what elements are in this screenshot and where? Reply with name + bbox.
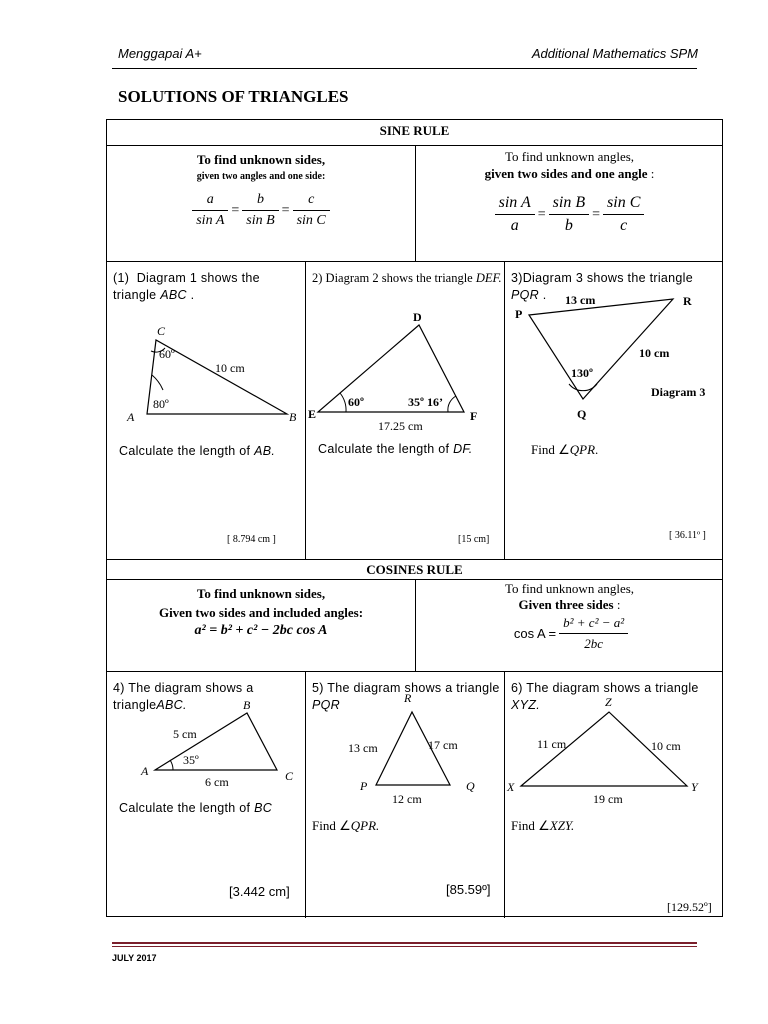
q2-answer: [15 cm]: [458, 534, 490, 545]
diagram-4: [107, 672, 305, 802]
q2-statement: Diagram 2 shows the triangle: [325, 271, 473, 285]
q1-side-AC: 10 cm: [215, 361, 245, 375]
footer-date: JULY 2017: [112, 953, 157, 963]
q1-label-A: A: [127, 410, 135, 424]
sa-den-c: c: [620, 217, 628, 234]
q3-label-R: R: [683, 294, 692, 308]
cos-sides-formula: a² = b² + c² − 2bc cos A: [194, 623, 328, 638]
q1-statement: Diagram 1 shows the triangle: [113, 271, 260, 302]
q3-answer: [ 36.11º ]: [669, 530, 706, 541]
q2-variable: DEF.: [475, 271, 502, 285]
q1-label-C: C: [157, 324, 166, 338]
q3-label-Q: Q: [577, 407, 587, 421]
cosine-rule-heading-row: [107, 560, 722, 580]
q3-side-PR: 13 cm: [565, 293, 596, 307]
sf-num-a: a: [192, 192, 228, 211]
q1-label-B: B: [289, 410, 297, 424]
q4-label-B: B: [243, 698, 251, 712]
sine-rule-heading-row: [107, 120, 722, 146]
q2-ask: [318, 442, 473, 456]
question-2: [306, 262, 504, 559]
sf-num-c: c: [293, 192, 330, 211]
sa-num-b: sin B: [549, 194, 589, 215]
q2-side-EF: 17.25 cm: [378, 419, 423, 433]
sf-den-b: sin B: [246, 213, 275, 228]
sine-angles-formula: $\frac{\text{sin A}}{a}$ = $\frac{\text{sin B}}{b}$ = $\frac{\text{sin C}}{c}$: [416, 194, 723, 235]
q5-variable: PQR: [312, 698, 340, 712]
header-right: Additional Mathematics SPM: [531, 46, 698, 61]
q5-side-RQ: 17 cm: [428, 738, 458, 752]
q6-answer: [129.52º]: [667, 900, 712, 914]
q4-statement: The diagram shows a triangle: [113, 681, 254, 712]
q4-label-C: C: [285, 769, 294, 783]
q4-ask: [119, 801, 272, 815]
question-5: [306, 672, 504, 918]
q5-label-P: P: [360, 779, 368, 793]
q3-ask-text: Find ∠: [531, 442, 570, 457]
sine-rule-formula-row: [107, 146, 722, 262]
q6-ask: [511, 818, 574, 834]
q4-number: 4): [113, 681, 125, 695]
q4-side-AC: 6 cm: [205, 775, 229, 789]
cosine-rule-heading: COSINES RULE: [366, 562, 463, 577]
sine-sides-line1: To find unknown sides,: [196, 152, 326, 167]
q5-ask: [312, 818, 379, 834]
sine-sides-line2: given two angles and one side:: [196, 171, 326, 182]
sf-den-c: sin C: [296, 213, 326, 228]
q2-angle-F: 35º 16’: [408, 395, 443, 409]
q3-variable: PQR: [511, 288, 539, 302]
q3-ask-var: QPR: [569, 442, 596, 457]
cos-sides-line2: Given two sides and included angles:: [158, 605, 364, 620]
question-3: [505, 262, 723, 559]
header-left: Menggapai A+: [118, 46, 202, 61]
q4-label-A: A: [141, 764, 149, 778]
q1-number: (1): [113, 271, 130, 285]
q4-ask-var: BC: [254, 801, 273, 815]
q6-ask-var: XZY.: [549, 818, 575, 833]
question-6: [505, 672, 723, 918]
q3-side-QR: 10 cm: [639, 346, 670, 360]
sine-rule-heading: SINE RULE: [379, 123, 450, 138]
cosine-angles-cell: [416, 580, 723, 671]
q2-label-E: E: [308, 407, 317, 421]
q6-side-XY: 19 cm: [593, 792, 623, 806]
question-1: [107, 262, 305, 559]
q3-number: 3): [511, 271, 523, 285]
cos-angles-lhs: cos A =: [513, 626, 557, 641]
diagram-1: [107, 262, 305, 422]
q6-label-Y: Y: [691, 780, 698, 794]
q5-label-Q: Q: [466, 779, 475, 793]
q2-ask-var: DF.: [453, 442, 473, 456]
cos-sides-line1: To find unknown sides,: [196, 586, 326, 601]
q5-number: 5): [312, 681, 324, 695]
question-4: [107, 672, 305, 918]
q5-side-PR: 13 cm: [348, 741, 378, 755]
sine-angles-line1: To find unknown angles,: [504, 149, 635, 164]
q1-ask-text: Calculate the length of: [119, 444, 251, 458]
diagram-6: [505, 672, 723, 812]
q3-ask: Find ∠QPR.: [531, 442, 599, 457]
sa-den-a: a: [510, 217, 519, 234]
q6-side-ZY: 10 cm: [651, 739, 681, 753]
cos-angles-line1: To find unknown angles,: [504, 581, 635, 596]
q2-number: 2): [312, 271, 323, 285]
page-title: SOLUTIONS OF TRIANGLES: [118, 87, 349, 106]
diagram-2: [306, 262, 504, 433]
q6-label-X: X: [507, 780, 515, 794]
q1-angle-A: 80º: [153, 397, 169, 411]
q4-ask-text: Calculate the length of: [119, 801, 251, 815]
sf-num-b: b: [242, 192, 278, 211]
sine-rule-questions-row: [107, 262, 722, 560]
cos-angles-formula: [416, 615, 723, 652]
q3-angle-Q: 130º: [571, 366, 593, 380]
q4-side-AB: 5 cm: [173, 727, 197, 741]
q2-label-F: F: [470, 409, 478, 423]
q6-side-XZ: 11 cm: [537, 737, 567, 751]
q5-label-R: R: [404, 691, 412, 705]
q6-variable: XYZ.: [511, 698, 540, 712]
q5-side-PQ: 12 cm: [392, 792, 422, 806]
worksheet-table: [106, 119, 723, 917]
q1-angle-C: 60º: [159, 347, 175, 361]
q6-label-Z: Z: [605, 695, 612, 709]
footer-rule-thick: [112, 942, 697, 944]
header-rule: [112, 68, 697, 69]
q4-angle-A: 35º: [183, 753, 199, 767]
q1-text: (1) Diagram 1 shows the triangle ABC .: [113, 271, 260, 302]
q1-variable: ABC: [160, 288, 187, 302]
q6-statement: The diagram shows a triangle: [526, 681, 699, 695]
q5-ask-var: QPR.: [350, 818, 380, 833]
cosine-rule-questions-row: [107, 672, 722, 918]
cos-angles-colon: :: [613, 597, 621, 612]
sa-num-a: sin A: [495, 194, 535, 215]
footer-rule-thin: [112, 946, 697, 947]
diagram-5: [306, 672, 504, 812]
q4-variable: ABC.: [156, 698, 187, 712]
sine-rule-angles-cell: [416, 146, 723, 261]
sine-angles-colon: :: [647, 166, 655, 181]
q6-ask-text: Find ∠: [511, 818, 550, 833]
q3-label-P: P: [515, 307, 523, 321]
q1-answer: [ 8.794 cm ]: [227, 534, 276, 545]
q5-statement: The diagram shows a triangle: [327, 681, 500, 695]
q5-answer: [85.59º]: [446, 882, 491, 897]
q1-ask-var: AB.: [254, 444, 276, 458]
sa-den-b: b: [564, 217, 573, 234]
cos-angles-den: 2bc: [584, 636, 604, 651]
sf-den-a: sin A: [196, 213, 225, 228]
diagram-3: [505, 262, 723, 422]
q3-statement: Diagram 3 shows the triangle: [522, 271, 694, 285]
cosine-sides-cell: [107, 580, 415, 671]
cos-angles-line2: Given three sides: [518, 597, 614, 612]
q2-angle-E: 60º: [348, 395, 364, 409]
q3-text: 3)Diagram 3 shows the triangle PQR .: [511, 271, 694, 302]
cos-angles-num: b² + c² − a²: [559, 615, 628, 634]
q6-number: 6): [511, 681, 523, 695]
q3-caption: Diagram 3: [651, 385, 706, 399]
q2-label-D: D: [413, 310, 422, 324]
cosine-rule-formula-row: [107, 580, 722, 672]
q4-answer: [3.442 cm]: [229, 884, 290, 899]
sa-num-c: sin C: [603, 194, 644, 215]
sine-rule-sides-cell: [107, 146, 415, 261]
sine-angles-line2: given two sides and one angle: [484, 166, 648, 181]
sine-sides-formula: $\frac{a}{\text{sin A}}$ = $\frac{b}{\text{sin B}}$ = $\frac{c}{\text{sin C}}$: [107, 192, 415, 229]
q2-ask-text: Calculate the length of: [318, 442, 450, 456]
q5-ask-text: Find ∠: [312, 818, 351, 833]
q1-ask: [119, 444, 275, 458]
